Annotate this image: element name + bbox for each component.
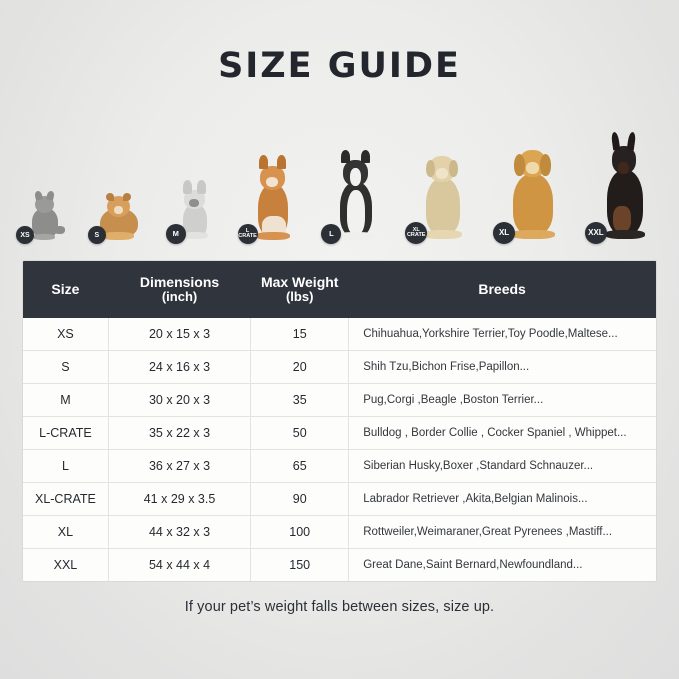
cell-breeds: Shih Tzu,Bichon Frise,Papillon... (349, 351, 656, 384)
pet-badge-xl (493, 222, 515, 244)
cell-breeds: Siberian Husky,Boxer ,Standard Schnauzer... (349, 450, 656, 483)
pet-badge-xl-crate (405, 222, 427, 244)
pet-badge-l-crate (238, 224, 258, 244)
cell-breeds: Great Dane,Saint Bernard,Newfoundland... (349, 549, 656, 582)
column-label: Max Weight (260, 274, 339, 290)
pet-item-l (321, 138, 389, 240)
table-row (23, 318, 656, 351)
column-label: Size (51, 281, 80, 298)
badge-text: XS (20, 231, 30, 239)
cell-size: M (23, 384, 108, 417)
cell-max-weight: 20 (251, 351, 349, 384)
pet-figure-doberman (588, 132, 655, 240)
table-header (23, 261, 656, 318)
pet-item-xxl (585, 124, 661, 240)
table-body (23, 318, 656, 581)
cell-size: L (23, 450, 108, 483)
pet-figure-pomeranian (94, 186, 146, 240)
cell-size: XL (23, 516, 108, 549)
table-row (23, 516, 656, 549)
cell-max-weight: 15 (251, 318, 349, 351)
pet-badge-s (88, 226, 106, 244)
cell-breeds: Rottweiler,Weimaraner,Great Pyrenees ,Mastiff... (349, 516, 656, 549)
page-title: SIZE GUIDE (218, 46, 461, 86)
cell-size: L-CRATE (23, 417, 108, 450)
cell-dimensions: 54 x 44 x 4 (108, 549, 250, 582)
pet-item-l-crate (238, 142, 306, 240)
column-header-breeds (349, 261, 656, 318)
cell-max-weight: 65 (251, 450, 349, 483)
badge-text-line2: CRATE (238, 233, 257, 239)
cell-dimensions: 30 x 20 x 3 (108, 384, 250, 417)
pet-item-xs (18, 180, 74, 240)
table-header-row (23, 261, 656, 318)
cell-dimensions: 20 x 15 x 3 (108, 318, 250, 351)
cell-dimensions: 36 x 27 x 3 (108, 450, 250, 483)
footnote-text: If your pet’s weight falls between sizes, size up. (184, 599, 495, 616)
table-row (23, 384, 656, 417)
pet-figure-shiba-inu (238, 150, 300, 240)
badge-text-line1: XL (412, 226, 420, 233)
table-row (23, 351, 656, 384)
cell-breeds: Bulldog , Border Collie , Cocker Spaniel , Whippet... (349, 417, 656, 450)
cell-breeds: Labrador Retriever ,Akita,Belgian Malinois... (349, 483, 656, 516)
pet-badge-xs (16, 226, 34, 244)
cell-max-weight: 50 (251, 417, 349, 450)
badge-text-line1: L (245, 227, 250, 234)
pet-badge-xxl (585, 222, 607, 244)
cell-size: S (23, 351, 108, 384)
pet-figure-border-collie (327, 146, 383, 240)
pet-item-m (166, 170, 222, 240)
pet-item-xl-crate (405, 136, 477, 240)
table-row (23, 450, 656, 483)
badge-text: M (172, 229, 179, 239)
badge-text: XXL (588, 228, 604, 237)
pet-figure-golden-retriever (499, 140, 563, 240)
table-row (23, 483, 656, 516)
cell-dimensions: 35 x 22 x 3 (108, 417, 250, 450)
pet-figure-labrador (406, 144, 471, 240)
cell-max-weight: 100 (251, 516, 349, 549)
column-header-dimensions (108, 261, 250, 318)
pet-badge-l (321, 224, 341, 244)
cell-max-weight: 150 (251, 549, 349, 582)
badge-text: XL (498, 228, 510, 237)
cell-dimensions: 41 x 29 x 3.5 (108, 483, 250, 516)
column-sublabel: (inch) (161, 289, 198, 305)
column-header-size (23, 261, 108, 318)
table-row (23, 417, 656, 450)
pet-figure-cat (22, 188, 70, 240)
size-table-container (22, 260, 657, 582)
cell-max-weight: 35 (251, 384, 349, 417)
pet-item-xl (493, 132, 569, 240)
badge-text-line2: CRATE (406, 232, 426, 238)
cell-dimensions: 44 x 32 x 3 (108, 516, 250, 549)
size-table (23, 261, 656, 581)
column-label: Breeds (478, 281, 526, 298)
cell-dimensions: 24 x 16 x 3 (108, 351, 250, 384)
cell-breeds: Pug,Corgi ,Beagle ,Boston Terrier... (349, 384, 656, 417)
badge-text: S (94, 231, 100, 239)
pet-item-s (90, 176, 150, 240)
pet-silhouette-row (18, 100, 661, 240)
cell-size: XS (23, 318, 108, 351)
column-header-max-weight (251, 261, 349, 318)
column-sublabel: (lbs) (285, 289, 314, 305)
table-row (23, 549, 656, 582)
pet-badge-m (166, 224, 186, 244)
cell-max-weight: 90 (251, 483, 349, 516)
cell-breeds: Chihuahua,Yorkshire Terrier,Toy Poodle,Maltese... (349, 318, 656, 351)
badge-text: L (329, 229, 334, 239)
cell-size: XXL (23, 549, 108, 582)
column-label: Dimensions (139, 274, 220, 290)
pet-figure-french-bulldog (172, 178, 216, 240)
cell-size: XL-CRATE (23, 483, 108, 516)
